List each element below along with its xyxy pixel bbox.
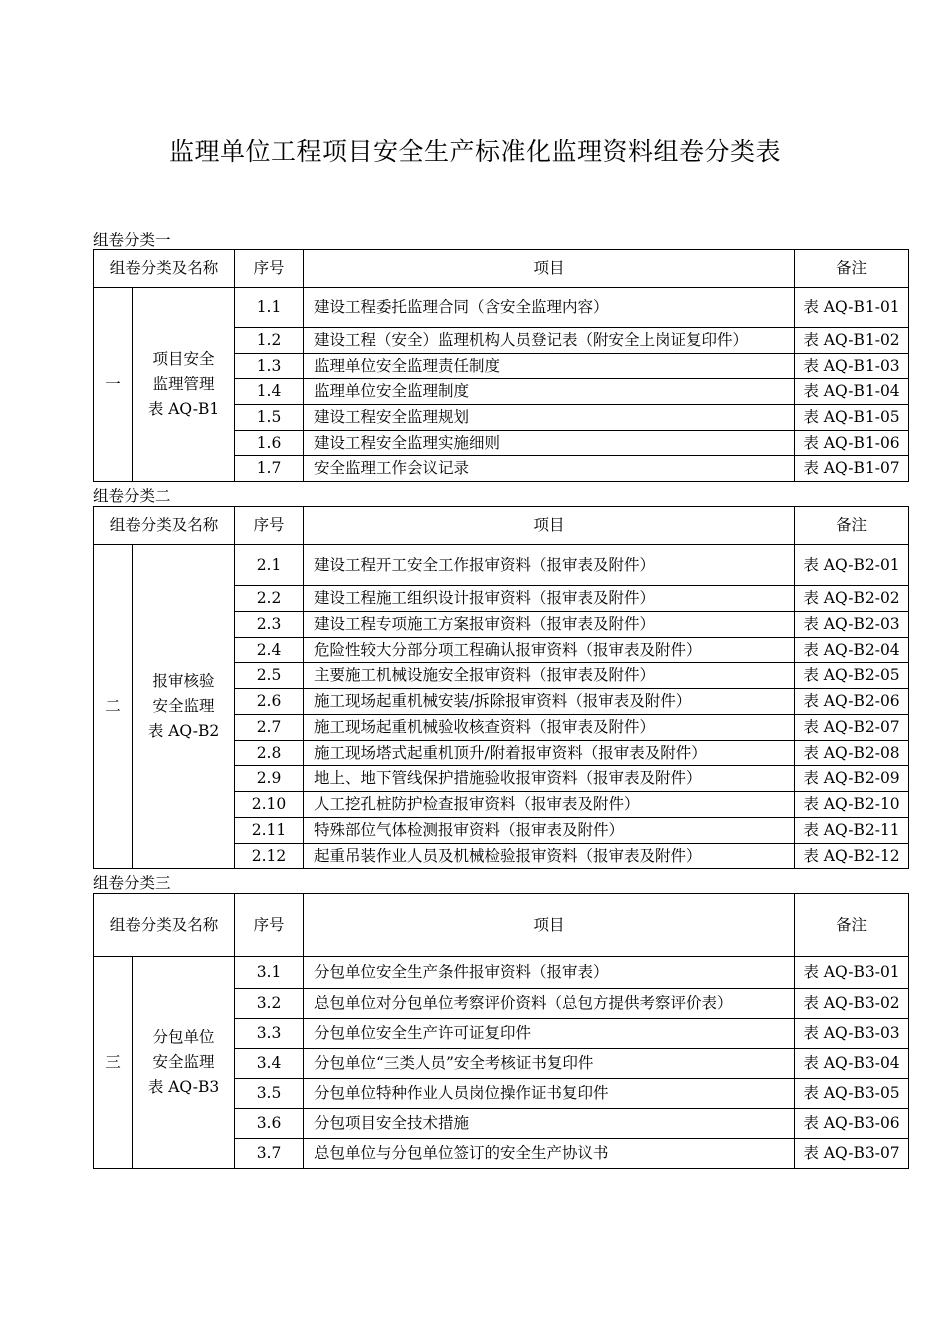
row-note: 表 AQ-B1-05 <box>795 404 909 430</box>
header-seq: 序号 <box>235 250 304 288</box>
row-item: 建设工程安全监理实施细则 <box>304 430 795 456</box>
category-name <box>133 545 235 869</box>
category-name-line: 安全监理 <box>152 1053 215 1071</box>
table-row <box>94 545 909 586</box>
category-name-line: 监理管理 <box>152 374 215 393</box>
category-name-line: 安全监理 <box>152 697 215 715</box>
row-note: 表 AQ-B1-07 <box>795 456 909 482</box>
header-seq: 序号 <box>235 507 304 545</box>
row-seq: 2.7 <box>235 714 304 740</box>
row-seq: 1.6 <box>235 430 304 456</box>
row-seq: 1.7 <box>235 456 304 482</box>
row-item: 危险性较大分部分项工程确认报审资料（报审表及附件） <box>304 637 795 663</box>
row-seq: 1.3 <box>235 353 304 379</box>
row-item: 安全监理工作会议记录 <box>304 456 795 482</box>
row-item: 建设工程（安全）监理机构人员登记表（附安全上岗证复印件） <box>304 328 795 354</box>
row-seq: 3.6 <box>235 1109 304 1139</box>
header-note: 备注 <box>795 894 909 957</box>
row-note: 表 AQ-B1-01 <box>795 288 909 328</box>
row-item: 建设工程专项施工方案报审资料（报审表及附件） <box>304 611 795 637</box>
category-name-line: 分包单位 <box>152 1028 215 1046</box>
row-seq: 2.4 <box>235 637 304 663</box>
row-note: 表 AQ-B2-04 <box>795 637 909 663</box>
row-seq: 3.5 <box>235 1079 304 1109</box>
row-note: 表 AQ-B2-02 <box>795 586 909 612</box>
row-seq: 2.1 <box>235 545 304 586</box>
row-item: 分包单位安全生产许可证复印件 <box>304 1019 795 1049</box>
header-note: 备注 <box>795 250 909 288</box>
row-item: 总包单位与分包单位签订的安全生产协议书 <box>304 1139 795 1169</box>
row-item: 建设工程施工组织设计报审资料（报审表及附件） <box>304 586 795 612</box>
row-note: 表 AQ-B3-06 <box>795 1109 909 1139</box>
row-seq: 3.2 <box>235 989 304 1019</box>
category-numeral: 二 <box>94 545 133 869</box>
row-item: 监理单位安全监理制度 <box>304 379 795 405</box>
row-note: 表 AQ-B3-02 <box>795 989 909 1019</box>
row-item: 分包单位“三类人员”安全考核证书复印件 <box>304 1049 795 1079</box>
row-item: 施工现场起重机械验收核查资料（报审表及附件） <box>304 714 795 740</box>
row-item: 总包单位对分包单位考察评价资料（总包方提供考察评价表） <box>304 989 795 1019</box>
row-seq: 3.7 <box>235 1139 304 1169</box>
row-seq: 2.6 <box>235 689 304 715</box>
row-note: 表 AQ-B3-01 <box>795 957 909 989</box>
table-header-row <box>94 250 909 288</box>
row-seq: 2.2 <box>235 586 304 612</box>
row-note: 表 AQ-B1-03 <box>795 353 909 379</box>
header-category-name: 组卷分类及名称 <box>94 250 235 288</box>
row-item: 分包单位安全生产条件报审资料（报审表） <box>304 957 795 989</box>
row-note: 表 AQ-B3-04 <box>795 1049 909 1079</box>
row-note: 表 AQ-B3-07 <box>795 1139 909 1169</box>
row-note: 表 AQ-B2-11 <box>795 817 909 843</box>
page-title: 监理单位工程项目安全生产标准化监理资料组卷分类表 <box>168 137 781 166</box>
row-seq: 2.10 <box>235 792 304 818</box>
category-name-line: 表 AQ-B1 <box>147 399 220 418</box>
row-seq: 1.5 <box>235 404 304 430</box>
row-note: 表 AQ-B1-02 <box>795 328 909 354</box>
table-header-row <box>94 507 909 545</box>
row-note: 表 AQ-B1-06 <box>795 430 909 456</box>
row-item: 监理单位安全监理责任制度 <box>304 353 795 379</box>
row-seq: 2.9 <box>235 766 304 792</box>
row-item: 主要施工机械设施安全报审资料（报审表及附件） <box>304 663 795 689</box>
row-item: 人工挖孔桩防护检查报审资料（报审表及附件） <box>304 792 795 818</box>
row-note: 表 AQ-B2-10 <box>795 792 909 818</box>
header-category-name: 组卷分类及名称 <box>94 894 235 957</box>
category-name-line: 表 AQ-B2 <box>147 722 220 740</box>
header-note: 备注 <box>795 507 909 545</box>
row-seq: 2.12 <box>235 843 304 869</box>
row-seq: 1.1 <box>235 288 304 328</box>
row-item: 起重吊装作业人员及机械检验报审资料（报审表及附件） <box>304 843 795 869</box>
row-note: 表 AQ-B2-08 <box>795 740 909 766</box>
category-name <box>133 288 235 482</box>
row-seq: 2.5 <box>235 663 304 689</box>
header-seq: 序号 <box>235 894 304 957</box>
header-item: 项目 <box>304 507 795 545</box>
row-seq: 3.1 <box>235 957 304 989</box>
category-name <box>133 957 235 1169</box>
row-seq: 3.3 <box>235 1019 304 1049</box>
section-label: 组卷分类三 <box>93 874 171 892</box>
row-item: 分包项目安全技术措施 <box>304 1109 795 1139</box>
header-category-name: 组卷分类及名称 <box>94 507 235 545</box>
row-note: 表 AQ-B2-05 <box>795 663 909 689</box>
table-row <box>94 957 909 989</box>
row-note: 表 AQ-B2-01 <box>795 545 909 586</box>
section-label: 组卷分类一 <box>93 231 171 249</box>
section-label: 组卷分类二 <box>93 487 171 505</box>
row-seq: 2.11 <box>235 817 304 843</box>
classification-table-1 <box>93 249 909 482</box>
table-header-row <box>94 894 909 957</box>
row-note: 表 AQ-B1-04 <box>795 379 909 405</box>
classification-table-3 <box>93 893 909 1169</box>
row-seq: 1.2 <box>235 328 304 354</box>
category-name-line: 项目安全 <box>152 349 215 368</box>
row-note: 表 AQ-B2-03 <box>795 611 909 637</box>
category-name-line: 表 AQ-B3 <box>147 1078 220 1096</box>
row-item: 施工现场起重机械安装/拆除报审资料（报审表及附件） <box>304 689 795 715</box>
row-item: 建设工程委托监理合同（含安全监理内容） <box>304 288 795 328</box>
row-item: 分包单位特种作业人员岗位操作证书复印件 <box>304 1079 795 1109</box>
row-seq: 3.4 <box>235 1049 304 1079</box>
category-name-line: 报审核验 <box>152 672 215 690</box>
row-item: 建设工程开工安全工作报审资料（报审表及附件） <box>304 545 795 586</box>
classification-table-2 <box>93 506 909 869</box>
row-seq: 2.8 <box>235 740 304 766</box>
row-note: 表 AQ-B2-12 <box>795 843 909 869</box>
category-numeral: 三 <box>94 957 133 1169</box>
row-item: 地上、地下管线保护措施验收报审资料（报审表及附件） <box>304 766 795 792</box>
row-note: 表 AQ-B3-05 <box>795 1079 909 1109</box>
row-note: 表 AQ-B3-03 <box>795 1019 909 1049</box>
row-seq: 2.3 <box>235 611 304 637</box>
row-note: 表 AQ-B2-09 <box>795 766 909 792</box>
row-note: 表 AQ-B2-06 <box>795 689 909 715</box>
header-item: 项目 <box>304 894 795 957</box>
row-note: 表 AQ-B2-07 <box>795 714 909 740</box>
row-item: 施工现场塔式起重机顶升/附着报审资料（报审表及附件） <box>304 740 795 766</box>
header-item: 项目 <box>304 250 795 288</box>
row-item: 建设工程安全监理规划 <box>304 404 795 430</box>
row-seq: 1.4 <box>235 379 304 405</box>
category-numeral: 一 <box>94 288 133 482</box>
table-row <box>94 288 909 328</box>
row-item: 特殊部位气体检测报审资料（报审表及附件） <box>304 817 795 843</box>
